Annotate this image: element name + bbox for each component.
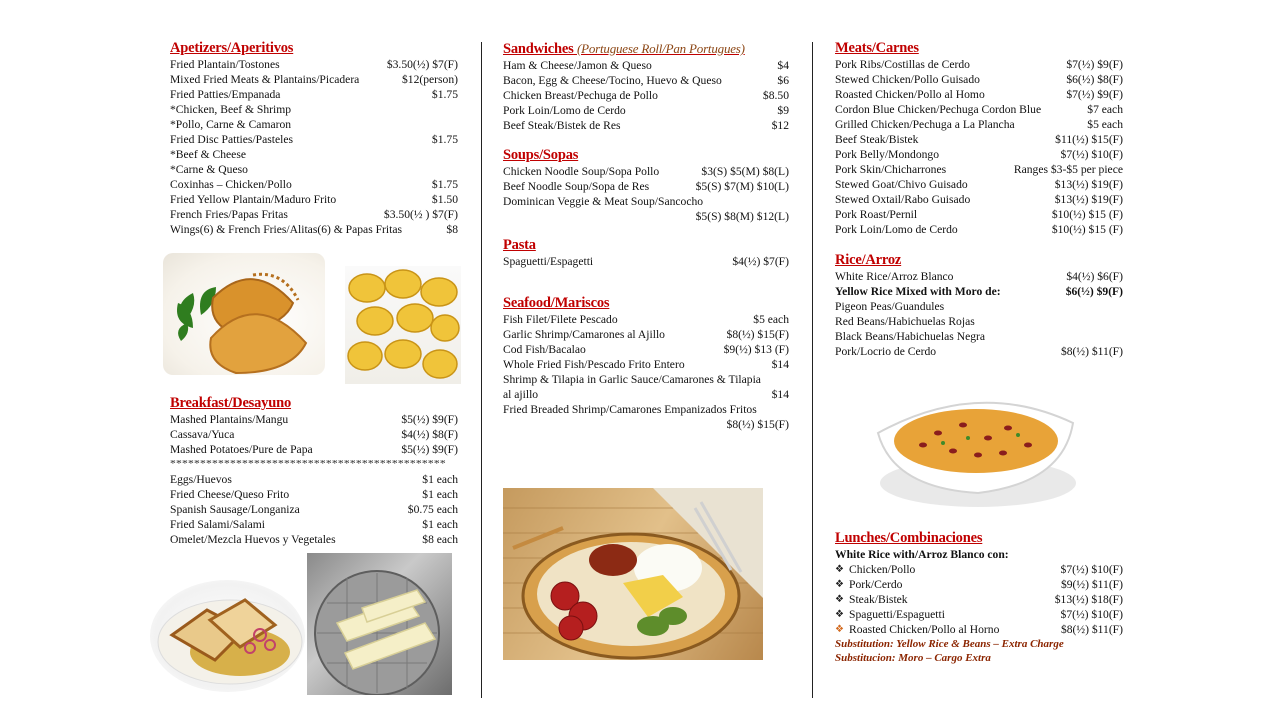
- menu-item: [835, 222, 1123, 237]
- sancocho-name: Dominican Veggie & Meat Soup/Sancocho: [503, 195, 704, 208]
- item-price: $10(½) $15 (F): [1051, 208, 1123, 221]
- sancocho-price: $5(S) $8(M) $12(L): [695, 210, 789, 223]
- menu-item: [835, 192, 1123, 207]
- soups-heading: Soups/Sopas: [503, 147, 579, 163]
- menu-item: [170, 57, 458, 72]
- sandwiches-title: Sandwiches: [503, 41, 574, 57]
- menu-item: [835, 207, 1123, 222]
- menu-item: [835, 622, 1123, 637]
- pasta-heading: Pasta: [503, 237, 536, 253]
- menu-item: [170, 442, 458, 457]
- menu-item: [835, 147, 1123, 162]
- item-name: Roasted Chicken/Pollo al Homo: [835, 88, 985, 101]
- menu-item: [170, 177, 458, 192]
- item-name: Black Beans/Habichuelas Negra: [835, 330, 986, 343]
- item-price: $1 each: [422, 518, 458, 531]
- item-name: *Pollo, Carne & Camaron: [170, 118, 292, 131]
- item-price: $3(S) $5(M) $8(L): [701, 165, 789, 178]
- lunches-substitutions: [835, 637, 1123, 665]
- menu-item: [835, 117, 1123, 132]
- rice-list: [835, 269, 1123, 359]
- menu-item: [170, 427, 458, 442]
- item-name: Spaguetti/Espagetti: [503, 255, 594, 268]
- item-price: $9(½) $13 (F): [723, 343, 789, 356]
- item-name: Mashed Potatoes/Pure de Papa: [170, 443, 313, 456]
- menu-item: [503, 73, 789, 88]
- menu-item: [835, 607, 1123, 622]
- menu-item: [170, 222, 458, 237]
- item-name: Mashed Plantains/Mangu: [170, 413, 289, 426]
- item-price: $1 each: [422, 473, 458, 486]
- item-price: $5 each: [753, 313, 789, 326]
- item-name: Roasted Chicken/Pollo al Horno: [849, 623, 1000, 636]
- item-price: $0.75 each: [407, 503, 458, 516]
- menu-item: [503, 118, 789, 133]
- item-name: Fried Plantain/Tostones: [170, 58, 280, 71]
- item-price: [454, 102, 458, 117]
- menu-item: [170, 207, 458, 222]
- item-name: Fried Yellow Plantain/Maduro Frito: [170, 193, 337, 206]
- menu-item: [503, 179, 789, 194]
- item-name: Cassava/Yuca: [170, 428, 235, 441]
- column-divider-1: [481, 42, 482, 698]
- item-price: $9: [777, 104, 789, 117]
- item-price: $1.50: [431, 193, 458, 206]
- menu-item: [170, 517, 458, 532]
- item-name: Eggs/Huevos: [170, 473, 232, 486]
- menu-item: [835, 344, 1123, 359]
- menu-item: [170, 192, 458, 207]
- item-name: Omelet/Mezcla Huevos y Vegetales: [170, 533, 336, 546]
- menu-item: [835, 102, 1123, 117]
- item-name: Cod Fish/Bacalao: [503, 343, 586, 356]
- rice-beans-image: [868, 383, 1083, 516]
- item-price: $11(½) $15(F): [1055, 133, 1123, 146]
- item-name: Stewed Goat/Chivo Guisado: [835, 178, 968, 191]
- menu-item: [835, 592, 1123, 607]
- menu-item: [170, 502, 458, 517]
- item-name: Pork Roast/Pernil: [835, 208, 918, 221]
- column-middle: [503, 40, 789, 432]
- item-name: Fried Patties/Empanada: [170, 88, 281, 101]
- meats-heading: Meats/Carnes: [835, 40, 919, 56]
- item-price: [454, 162, 458, 177]
- item-price: $4(½) $8(F): [401, 428, 458, 441]
- item-price: $7(½) $10(F): [1060, 608, 1123, 621]
- menu-item: [170, 532, 458, 547]
- menu-item: [170, 102, 458, 117]
- menu-item: [835, 57, 1123, 72]
- breakfast-extras-list: [170, 472, 458, 547]
- item-name: Cordon Blue Chicken/Pechuga Cordon Blue: [835, 103, 1042, 116]
- item-price: $10(½) $15 (F): [1051, 223, 1123, 236]
- menu-item: [835, 269, 1123, 284]
- item-price: $6: [777, 74, 789, 87]
- soups-list: [503, 164, 789, 194]
- item-price: $14: [771, 358, 789, 371]
- dominican-plate-image: [503, 488, 763, 660]
- item-price: $7 each: [1087, 103, 1123, 116]
- menu-item: [503, 357, 789, 372]
- item-price: [454, 117, 458, 132]
- item-name: Pork/Cerdo: [849, 578, 903, 591]
- item-price: $4(½) $7(F): [732, 255, 789, 268]
- item-price: Ranges $3-$5 per piece: [1013, 163, 1123, 176]
- item-price: [1119, 329, 1123, 344]
- item-price: [1119, 314, 1123, 329]
- item-name: Chicken/Pollo: [849, 563, 916, 576]
- item-price: $7(½) $10(F): [1060, 148, 1123, 161]
- item-price: $13(½) $19(F): [1054, 178, 1123, 191]
- menu-item: [835, 132, 1123, 147]
- menu-item: [835, 329, 1123, 344]
- item-name: Beef Noodle Soup/Sopa de Res: [503, 180, 650, 193]
- item-price: $13(½) $19(F): [1054, 193, 1123, 206]
- item-name: Mixed Fried Meats & Plantains/Picadera: [170, 73, 360, 86]
- menu-item: [503, 254, 789, 269]
- lunches-subtitle: White Rice with/Arroz Blanco con:: [835, 548, 1009, 561]
- menu-item: [503, 342, 789, 357]
- item-name: Yellow Rice Mixed with Moro de:: [835, 285, 1001, 298]
- item-price: $6(½) $9(F): [1065, 285, 1123, 298]
- menu-item: [503, 103, 789, 118]
- shrimp-tilapia-line1: Shrimp & Tilapia in Garlic Sauce/Camarones & Tilapia: [503, 373, 761, 386]
- shrimp-tilapia-name: al ajillo: [503, 388, 539, 401]
- menu-item: [503, 88, 789, 103]
- item-price: $5(½) $9(F): [401, 413, 458, 426]
- menu-item: [503, 312, 789, 327]
- menu-item: [835, 284, 1123, 299]
- item-name: *Beef & Cheese: [170, 148, 246, 161]
- item-name: Pigeon Peas/Guandules: [835, 300, 945, 313]
- seafood-list: [503, 312, 789, 372]
- breaded-shrimp-name: Fried Breaded Shrimp/Camarones Empanizados Fritos: [503, 403, 757, 416]
- item-price: $9(½) $11(F): [1060, 578, 1123, 591]
- item-price: $12(person): [401, 73, 458, 86]
- item-price: $8: [446, 223, 458, 236]
- menu-item: [170, 487, 458, 502]
- item-name: Pork Ribs/Costillas de Cerdo: [835, 58, 970, 71]
- item-price: $12: [771, 119, 789, 132]
- item-name: *Carne & Queso: [170, 163, 248, 176]
- menu-item: [170, 132, 458, 147]
- menu-item: [170, 147, 458, 162]
- item-name: *Chicken, Beef & Shrimp: [170, 103, 292, 116]
- item-price: $5(S) $7(M) $10(L): [695, 180, 789, 193]
- item-price: [454, 147, 458, 162]
- fried-cheese-image: [150, 580, 305, 692]
- item-name: Red Beans/Habichuelas Rojas: [835, 315, 975, 328]
- menu-item: [835, 72, 1123, 87]
- item-price: $8(½) $11(F): [1060, 623, 1123, 636]
- meats-list: [835, 57, 1123, 237]
- item-name: Wings(6) & French Fries/Alitas(6) & Papas Fritas: [170, 223, 403, 236]
- menu-item: [835, 577, 1123, 592]
- item-price: $5(½) $9(F): [401, 443, 458, 456]
- breakfast-section: [170, 395, 458, 547]
- sandwiches-heading: [503, 40, 789, 58]
- substitution-note: Substitucion: Moro – Cargo Extra: [835, 652, 991, 664]
- item-name: Grilled Chicken/Pechuga a La Plancha: [835, 118, 1015, 131]
- menu-item: [503, 164, 789, 179]
- item-name: Stewed Oxtail/Rabo Guisado: [835, 193, 971, 206]
- item-name: Pork Loin/Lomo de Cerdo: [503, 104, 626, 117]
- sandwiches-list: [503, 58, 789, 133]
- item-name: Beef Steak/Bistek: [835, 133, 919, 146]
- yuca-image: [307, 553, 452, 695]
- menu-item: [170, 412, 458, 427]
- item-price: $1.75: [431, 88, 458, 101]
- menu-item: [170, 117, 458, 132]
- bullet-icon: ❖: [835, 594, 844, 605]
- lunches-section: [835, 530, 1123, 665]
- bullet-icon: ❖: [835, 624, 844, 635]
- rice-heading: Rice/Arroz: [835, 252, 902, 268]
- breakfast-list: [170, 412, 458, 457]
- item-name: Fried Cheese/Queso Frito: [170, 488, 290, 501]
- item-name: Stewed Chicken/Pollo Guisado: [835, 73, 980, 86]
- item-price: $4(½) $6(F): [1066, 270, 1123, 283]
- shrimp-tilapia-price: $14: [771, 388, 789, 401]
- pasta-list: [503, 254, 789, 269]
- bullet-icon: ❖: [835, 609, 844, 620]
- item-name: Steak/Bistek: [849, 593, 908, 606]
- lunches-heading: Lunches/Combinaciones: [835, 530, 983, 546]
- appetizers-heading: Apetizers/Aperitivos: [170, 40, 294, 56]
- item-name: Ham & Cheese/Jamon & Queso: [503, 59, 652, 72]
- lunches-list: [835, 562, 1123, 637]
- menu-item: [503, 58, 789, 73]
- item-price: $5 each: [1087, 118, 1123, 131]
- item-name: Chicken Noodle Soup/Sopa Pollo: [503, 165, 660, 178]
- breakfast-separator: **********************************************: [170, 460, 446, 468]
- item-name: Chicken Breast/Pechuga de Pollo: [503, 89, 658, 102]
- menu-item: [835, 562, 1123, 577]
- item-price: $1.75: [431, 133, 458, 146]
- menu-item: [170, 162, 458, 177]
- menu-item: [170, 72, 458, 87]
- item-price: $1 each: [422, 488, 458, 501]
- column-right: [835, 40, 1123, 359]
- item-name: Fried Disc Patties/Pasteles: [170, 133, 294, 146]
- menu-item: [835, 299, 1123, 314]
- item-price: $8 each: [422, 533, 458, 546]
- menu-item: [170, 472, 458, 487]
- item-name: Garlic Shrimp/Camarones al Ajillo: [503, 328, 665, 341]
- item-price: $3.50(½) $7(F): [386, 58, 458, 71]
- column-left: [170, 40, 458, 237]
- menu-item: [503, 327, 789, 342]
- bullet-icon: ❖: [835, 579, 844, 590]
- empanadas-image: [163, 253, 325, 375]
- item-name: Bacon, Egg & Cheese/Tocino, Huevo & Queso: [503, 74, 722, 87]
- item-name: Fried Salami/Salami: [170, 518, 265, 531]
- item-name: Spaguetti/Espaguetti: [849, 608, 945, 621]
- sandwiches-note: (Portuguese Roll/Pan Portugues): [576, 41, 745, 56]
- item-name: Pork Loin/Lomo de Cerdo: [835, 223, 958, 236]
- item-price: $6(½) $8(F): [1066, 73, 1123, 86]
- item-name: Spanish Sausage/Longaniza: [170, 503, 300, 516]
- seafood-heading: Seafood/Mariscos: [503, 295, 610, 311]
- item-price: $8(½) $11(F): [1060, 345, 1123, 358]
- item-price: $1.75: [431, 178, 458, 191]
- item-price: $4: [777, 59, 789, 72]
- item-name: Pork/Locrio de Cerdo: [835, 345, 937, 358]
- breakfast-heading: Breakfast/Desayuno: [170, 395, 292, 411]
- item-price: $3.50(½ ) $7(F): [383, 208, 458, 221]
- bullet-icon: ❖: [835, 564, 844, 575]
- item-name: French Fries/Papas Fritas: [170, 208, 288, 221]
- substitution-note: Substitution: Yellow Rice & Beans – Extra Charge: [835, 638, 1064, 650]
- menu-item: [835, 87, 1123, 102]
- item-name: Coxinhas – Chicken/Pollo: [170, 178, 292, 191]
- menu-item: [835, 162, 1123, 177]
- item-name: Pork Skin/Chicharrones: [835, 163, 947, 176]
- item-price: $8(½) $15(F): [726, 328, 789, 341]
- menu-item: [170, 87, 458, 102]
- item-name: White Rice/Arroz Blanco: [835, 270, 954, 283]
- appetizers-list: [170, 57, 458, 237]
- item-price: [1119, 299, 1123, 314]
- item-price: $7(½) $9(F): [1066, 88, 1123, 101]
- item-price: $8.50: [762, 89, 789, 102]
- item-name: Beef Steak/Bistek de Res: [503, 119, 621, 132]
- item-price: $7(½) $10(F): [1060, 563, 1123, 576]
- item-name: Fish Filet/Filete Pescado: [503, 313, 618, 326]
- item-name: Whole Fried Fish/Pescado Frito Entero: [503, 358, 685, 371]
- menu-item: [835, 177, 1123, 192]
- item-name: Pork Belly/Mondongo: [835, 148, 940, 161]
- menu-item: [835, 314, 1123, 329]
- column-divider-2: [812, 42, 813, 698]
- breaded-shrimp-price: $8(½) $15(F): [726, 418, 789, 431]
- item-price: $7(½) $9(F): [1066, 58, 1123, 71]
- tostones-image: [345, 266, 461, 384]
- shrimp-tilapia-line2: [503, 387, 789, 402]
- item-price: $13(½) $18(F): [1054, 593, 1123, 606]
